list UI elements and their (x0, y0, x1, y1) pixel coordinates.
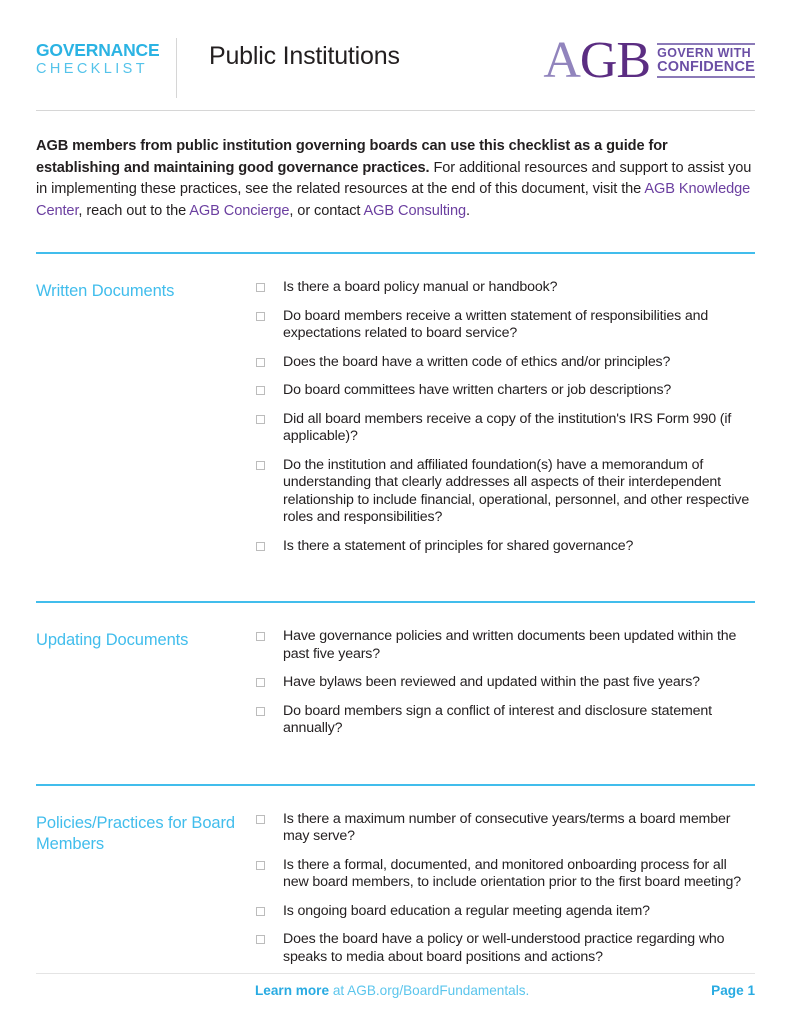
checklist-item[interactable] (256, 811, 755, 846)
checkbox-icon[interactable] (256, 312, 265, 321)
checklist-item-label: Is there a board policy manual or handbook? (283, 279, 558, 295)
checklist-item[interactable] (256, 382, 755, 400)
page-title: Public Institutions (209, 42, 400, 70)
checklist-item-label: Do board members sign a conflict of interest and disclosure statement annually? (283, 702, 712, 736)
section-heading: Written Documents (36, 282, 175, 300)
intro-text-3: , or contact (289, 202, 364, 219)
page-footer (36, 973, 755, 998)
intro-text-4: . (465, 202, 470, 219)
checkbox-icon[interactable] (256, 707, 265, 716)
checklist-section (36, 279, 755, 555)
footer-page-number: Page 1 (711, 983, 755, 998)
checklist-item[interactable] (256, 857, 755, 892)
section-heading: Updating Documents (36, 631, 189, 649)
checklist-item-label: Is ongoing board education a regular meeting agenda item? (283, 902, 650, 919)
checklist-item-label: Does the board have a policy or well-understood practice regarding who speaks to media about board positions and actions? (283, 931, 725, 965)
checkbox-icon[interactable] (256, 415, 265, 424)
checkbox-icon[interactable] (256, 678, 265, 687)
checklist-item-label: Is there a formal, documented, and monitored onboarding process for all new board members, to include orientation prior to the first board meeting? (283, 856, 741, 890)
checkbox-icon[interactable] (256, 283, 265, 292)
governance-checklist-brandmark (36, 36, 176, 78)
checklist-item[interactable] (256, 411, 755, 446)
tagline-text-wrap (657, 45, 755, 76)
checklist-item[interactable] (256, 931, 755, 966)
checkbox-icon[interactable] (256, 542, 265, 551)
agb-logo-letter-a: A (543, 32, 580, 89)
header-bottom-rule (36, 110, 755, 111)
checklist-item[interactable] (256, 674, 755, 692)
checklist-item-label: Have bylaws been reviewed and updated within the past five years? (283, 674, 700, 690)
checklist-item[interactable] (256, 538, 755, 556)
section-divider (36, 252, 755, 254)
agb-logo (525, 32, 755, 89)
checkbox-icon[interactable] (256, 907, 265, 916)
checkbox-icon[interactable] (256, 358, 265, 367)
intro-paragraph (36, 136, 755, 222)
checklist-item[interactable] (256, 279, 755, 297)
brandmark-line-checklist: CHECKLIST (36, 61, 148, 77)
agb-logo-wordmark (543, 32, 651, 89)
section-items (252, 279, 755, 555)
link-agb-knowledge-center[interactable]: AGB Knowledge Center (36, 181, 751, 219)
section-divider (36, 601, 755, 603)
checklist-sections (36, 252, 755, 966)
checklist-section (36, 628, 755, 738)
footer-learn-more-label: Learn more (255, 983, 330, 998)
footer-learn-more[interactable] (255, 983, 529, 998)
brandmark-line-governance: GOVERNANCE (36, 40, 160, 60)
footer-rule (36, 973, 755, 974)
intro-text-1: For additional resources and support to assist you in implementing these practices, see the related resources at the end of this document, visit the (36, 159, 752, 197)
agb-logo-tagline (650, 36, 755, 78)
checklist-item[interactable] (256, 457, 755, 527)
intro-text-2: , reach out to the (78, 202, 190, 219)
tagline-line-1: GOVERN WITH (657, 46, 752, 60)
checklist-item-label: Did all board members receive a copy of the institution's IRS Form 990 (if applicable)? (283, 410, 732, 444)
footer-row (36, 983, 755, 998)
checklist-section (36, 811, 755, 967)
agb-logo-letters-gb: GB (579, 32, 651, 89)
checklist-item-label: Do the institution and affiliated foundation(s) have a memorandum of understanding that clearly addresses all aspects of their interdependent relationship to include financial, operational, personnel, and other respective roles and responsibilities? (283, 456, 750, 525)
section-divider (36, 784, 755, 786)
tagline-rule-bottom (657, 76, 755, 78)
checklist-item-label: Do board members receive a written statement of responsibilities and expectations related to board service? (283, 307, 709, 341)
footer-learn-more-url: at AGB.org/BoardFundamentals. (329, 983, 530, 998)
checklist-item[interactable] (256, 308, 755, 343)
section-heading: Policies/Practices for Board Members (36, 813, 235, 853)
section-items (252, 628, 755, 738)
checklist-item[interactable] (256, 703, 755, 738)
checklist-item[interactable] (256, 903, 755, 921)
checkbox-icon[interactable] (256, 815, 265, 824)
checklist-item-label: Does the board have a written code of ethics and/or principles? (283, 353, 671, 370)
page-header (36, 0, 755, 100)
checklist-item-label: Have governance policies and written documents been updated within the past five years? (283, 628, 737, 662)
checklist-item-label: Is there a statement of principles for shared governance? (283, 537, 634, 554)
checklist-item[interactable] (256, 354, 755, 372)
checkbox-icon[interactable] (256, 386, 265, 395)
link-agb-consulting[interactable]: AGB Consulting (363, 202, 466, 219)
tagline-line-2: CONFIDENCE (657, 59, 755, 75)
link-agb-concierge[interactable]: AGB Concierge (189, 202, 290, 219)
checklist-item[interactable] (256, 628, 755, 663)
checkbox-icon[interactable] (256, 461, 265, 470)
checkbox-icon[interactable] (256, 632, 265, 641)
checkbox-icon[interactable] (256, 935, 265, 944)
checkbox-icon[interactable] (256, 861, 265, 870)
section-items (252, 811, 755, 967)
checklist-item-label: Do board committees have written charters or job descriptions? (283, 382, 672, 398)
intro-bold-lead: AGB members from public institution governing boards can use this checklist as a guide for establishing and maintaining good governance practices. (36, 138, 668, 176)
checklist-item-label: Is there a maximum number of consecutive years/terms a board member may serve? (283, 810, 731, 844)
